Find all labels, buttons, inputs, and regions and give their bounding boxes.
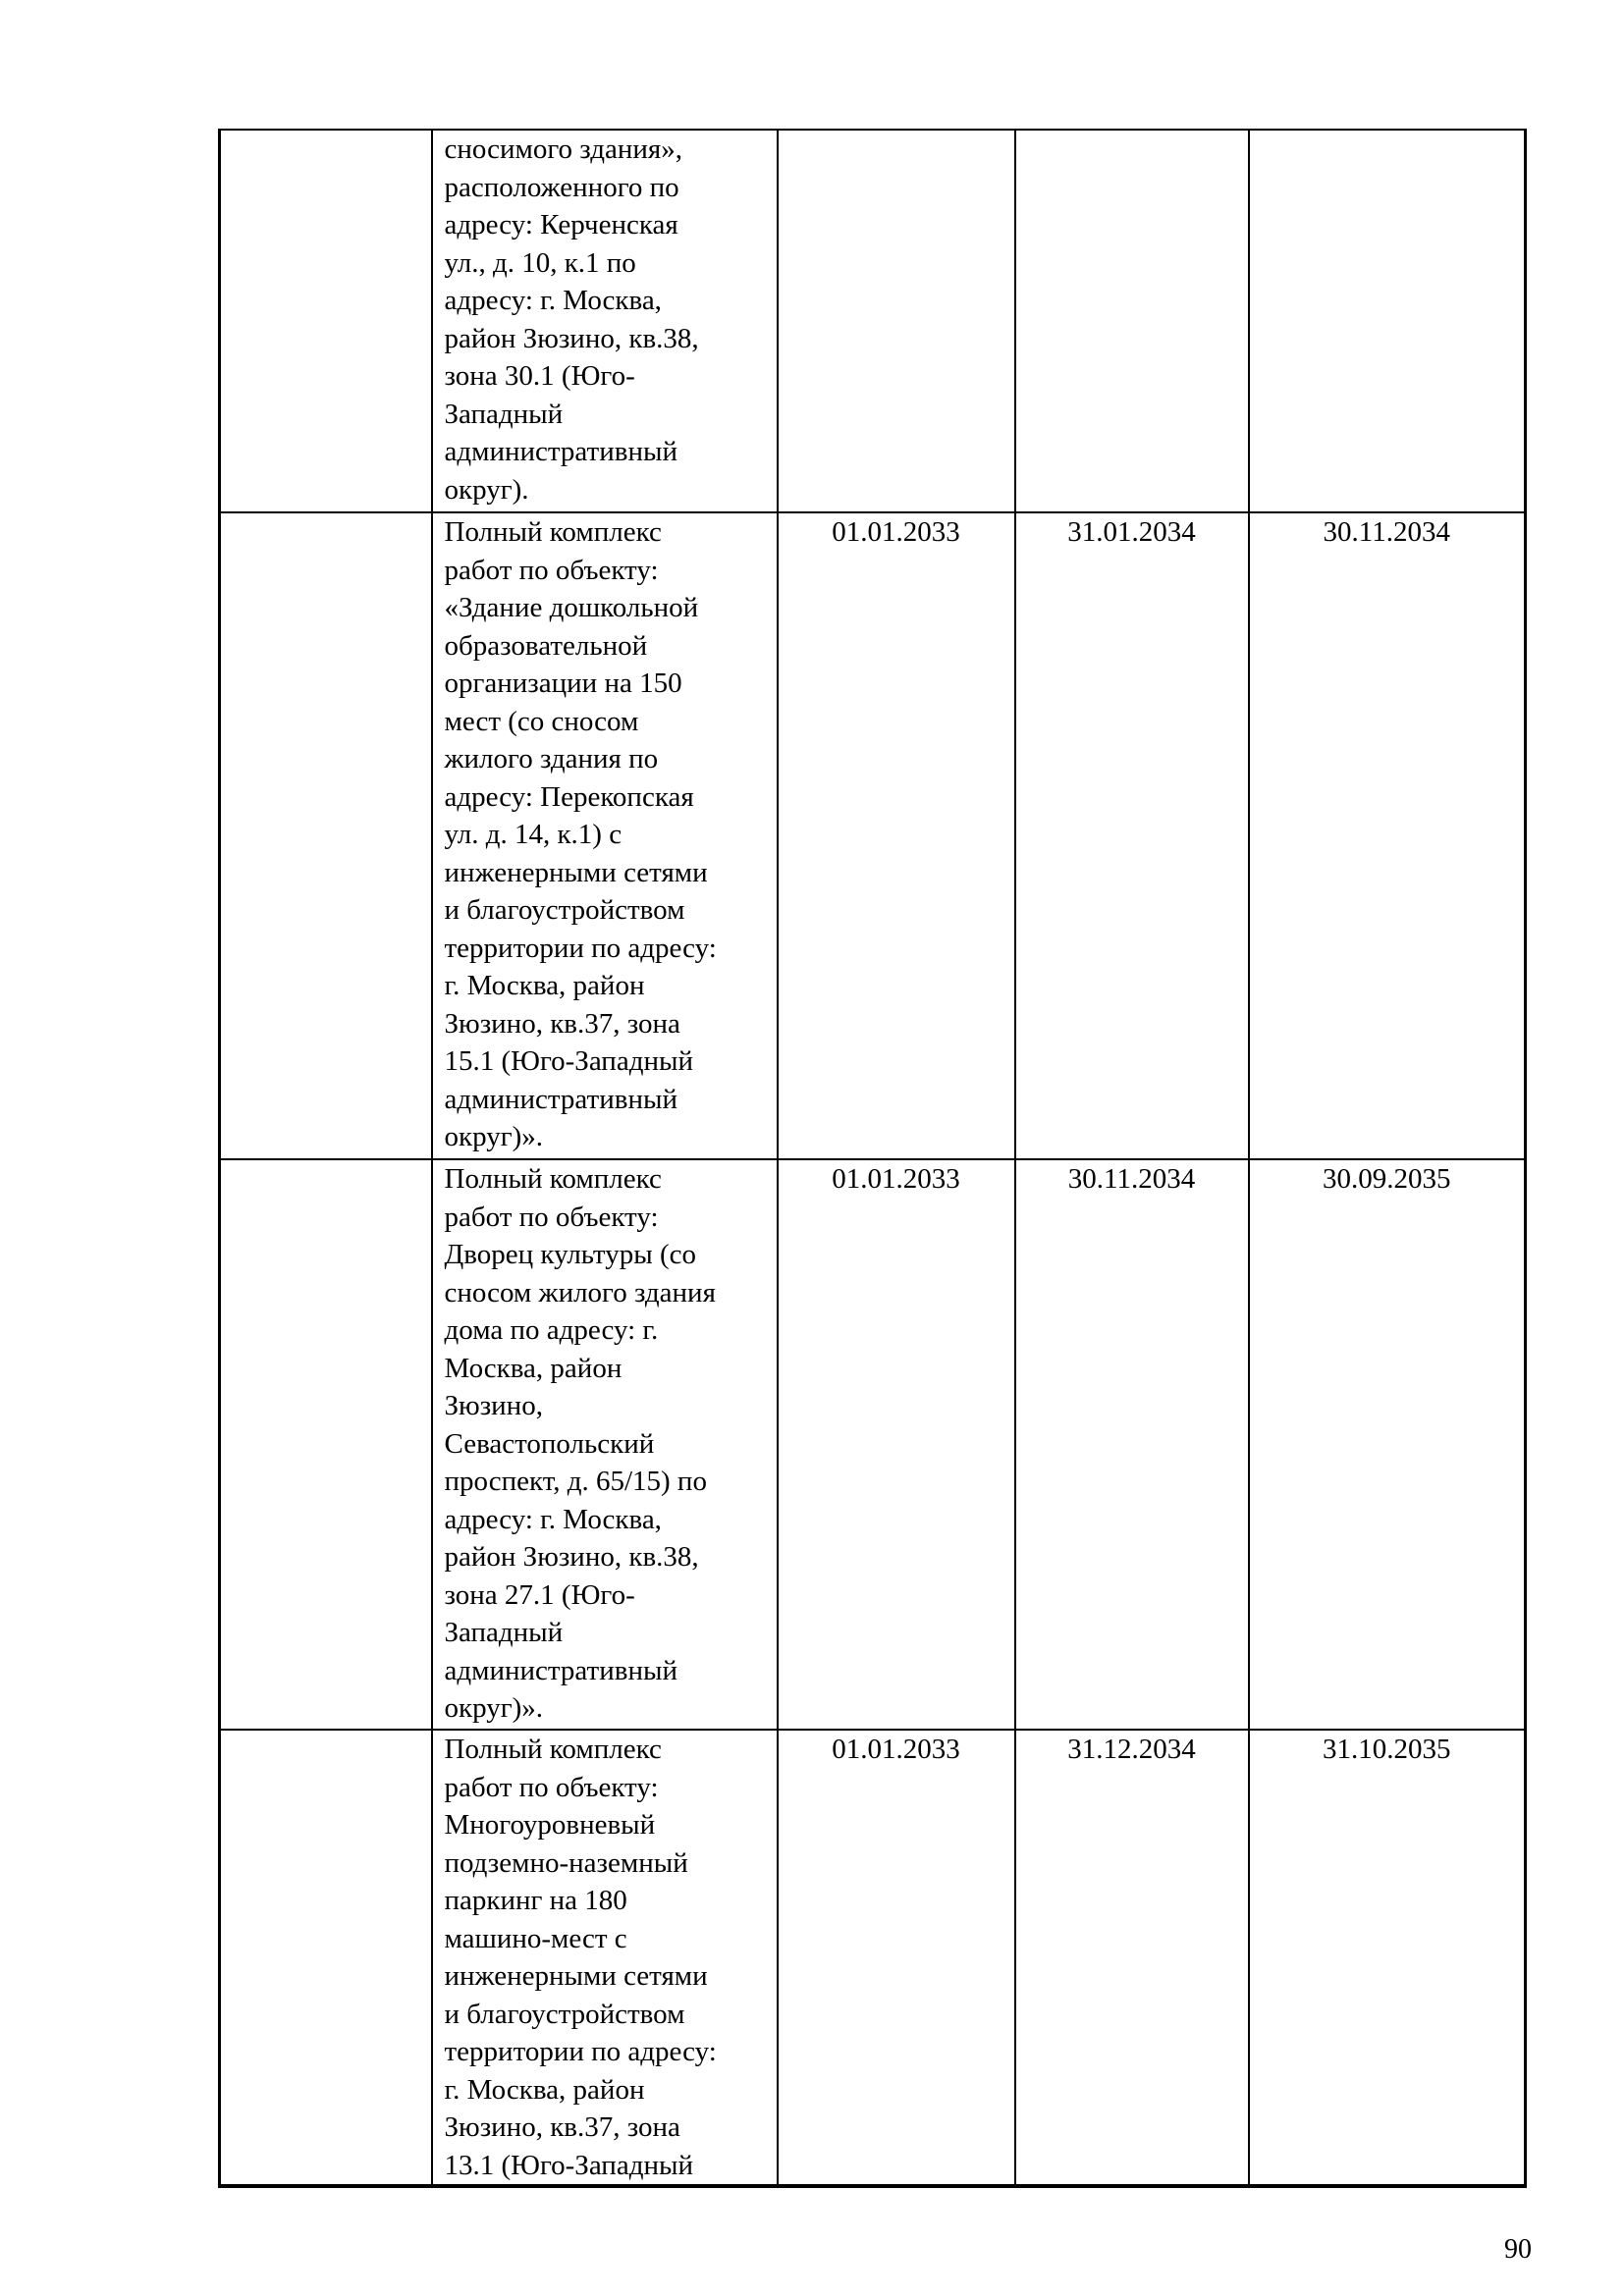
table-cell-empty — [220, 512, 432, 1159]
table-cell-empty — [220, 130, 432, 512]
table-cell-start-date: 01.01.2033 — [778, 512, 1015, 1159]
table-row — [220, 1730, 1526, 2186]
table-cell-mid-date: 30.11.2034 — [1015, 1159, 1249, 1730]
table-cell-start-date — [778, 130, 1015, 512]
table-cell-end-date: 30.11.2034 — [1249, 512, 1526, 1159]
table-row — [220, 1159, 1526, 1730]
table-cell-description: Полный комплекс работ по объекту: «Здание дошкольной образовательной организации на 150 мест (со сносом жилого здания по адресу: Перекопская ул. д. 14, к.1) с инженерными сетями и благоустройством территории по адресу: г. Москва, район Зюзино, кв.37, зона 15.1 (Юго-Западный административный округ)». — [432, 512, 778, 1159]
table-row — [220, 130, 1526, 512]
table-cell-end-date — [1249, 130, 1526, 512]
table-cell-description: Полный комплекс работ по объекту: Дворец культуры (со сносом жилого здания дома по адресу: г. Москва, район Зюзино, Севастопольский проспект, д. 65/15) по адресу: г. Москва, район Зюзино, кв.38, зона 27.1 (Юго- Западный административный округ)». — [432, 1159, 778, 1730]
table-cell-start-date: 01.01.2033 — [778, 1730, 1015, 2186]
table-cell-mid-date: 31.01.2034 — [1015, 512, 1249, 1159]
table-cell-empty — [220, 1159, 432, 1730]
table-cell-description: Полный комплекс работ по объекту: Многоуровневый подземно-наземный паркинг на 180 машино-мест с инженерными сетями и благоустройством территории по адресу: г. Москва, район Зюзино, кв.37, зона 13.1 (Юго-Западный — [432, 1730, 778, 2186]
schedule-table — [218, 129, 1527, 2188]
table-cell-start-date: 01.01.2033 — [778, 1159, 1015, 1730]
table-cell-mid-date — [1015, 130, 1249, 512]
table-cell-description: сносимого здания», расположенного по адресу: Керченская ул., д. 10, к.1 по адресу: г. Москва, район Зюзино, кв.38, зона 30.1 (Юго- Западный административный округ). — [432, 130, 778, 512]
table-cell-end-date: 30.09.2035 — [1249, 1159, 1526, 1730]
table-cell-mid-date: 31.12.2034 — [1015, 1730, 1249, 2186]
page-number: 90 — [1504, 2234, 1532, 2265]
table-cell-end-date: 31.10.2035 — [1249, 1730, 1526, 2186]
table-row — [220, 512, 1526, 1159]
table-cell-empty — [220, 1730, 432, 2186]
